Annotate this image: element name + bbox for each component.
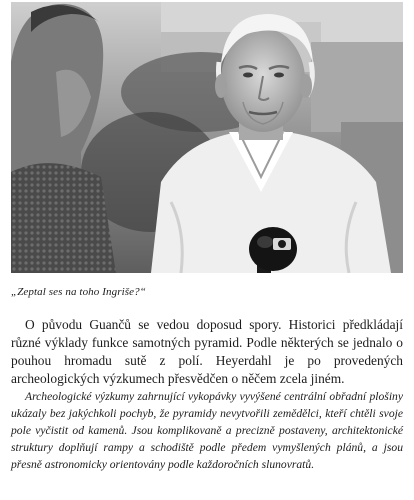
paragraph-regular: O původu Guančů se vedou doposud spory. Historici předkládají různé výklady funkce samotných pyramid. Podle některých se jednalo o pouhou hromadu sutě z polí. Heyerdahl je po provedených archeologických výzkumech přesvědčen o něčem zcela jiném.	[11, 317, 403, 386]
paragraph-italic-quote: Archeologické výzkumy zahrnující vykopávky vyvýšené centrální obřadní plošiny ukázaly bez jakýchkoli pochyb, že pyramidy nevytvořili zemědělci, kteří chtěli svoje pole vyčistit od kamenů. Jsou komplikovaně a precizně postaveny, architektonické struktury doplňují rampy a schodiště podle předem vymyšlených plánů, a jsou přesně astronomicky orientovány podle každoročních slunovratů.	[11, 390, 403, 471]
interview-photo	[11, 2, 403, 273]
photo-caption: „Zeptal ses na toho Ingriše?“	[11, 286, 146, 298]
